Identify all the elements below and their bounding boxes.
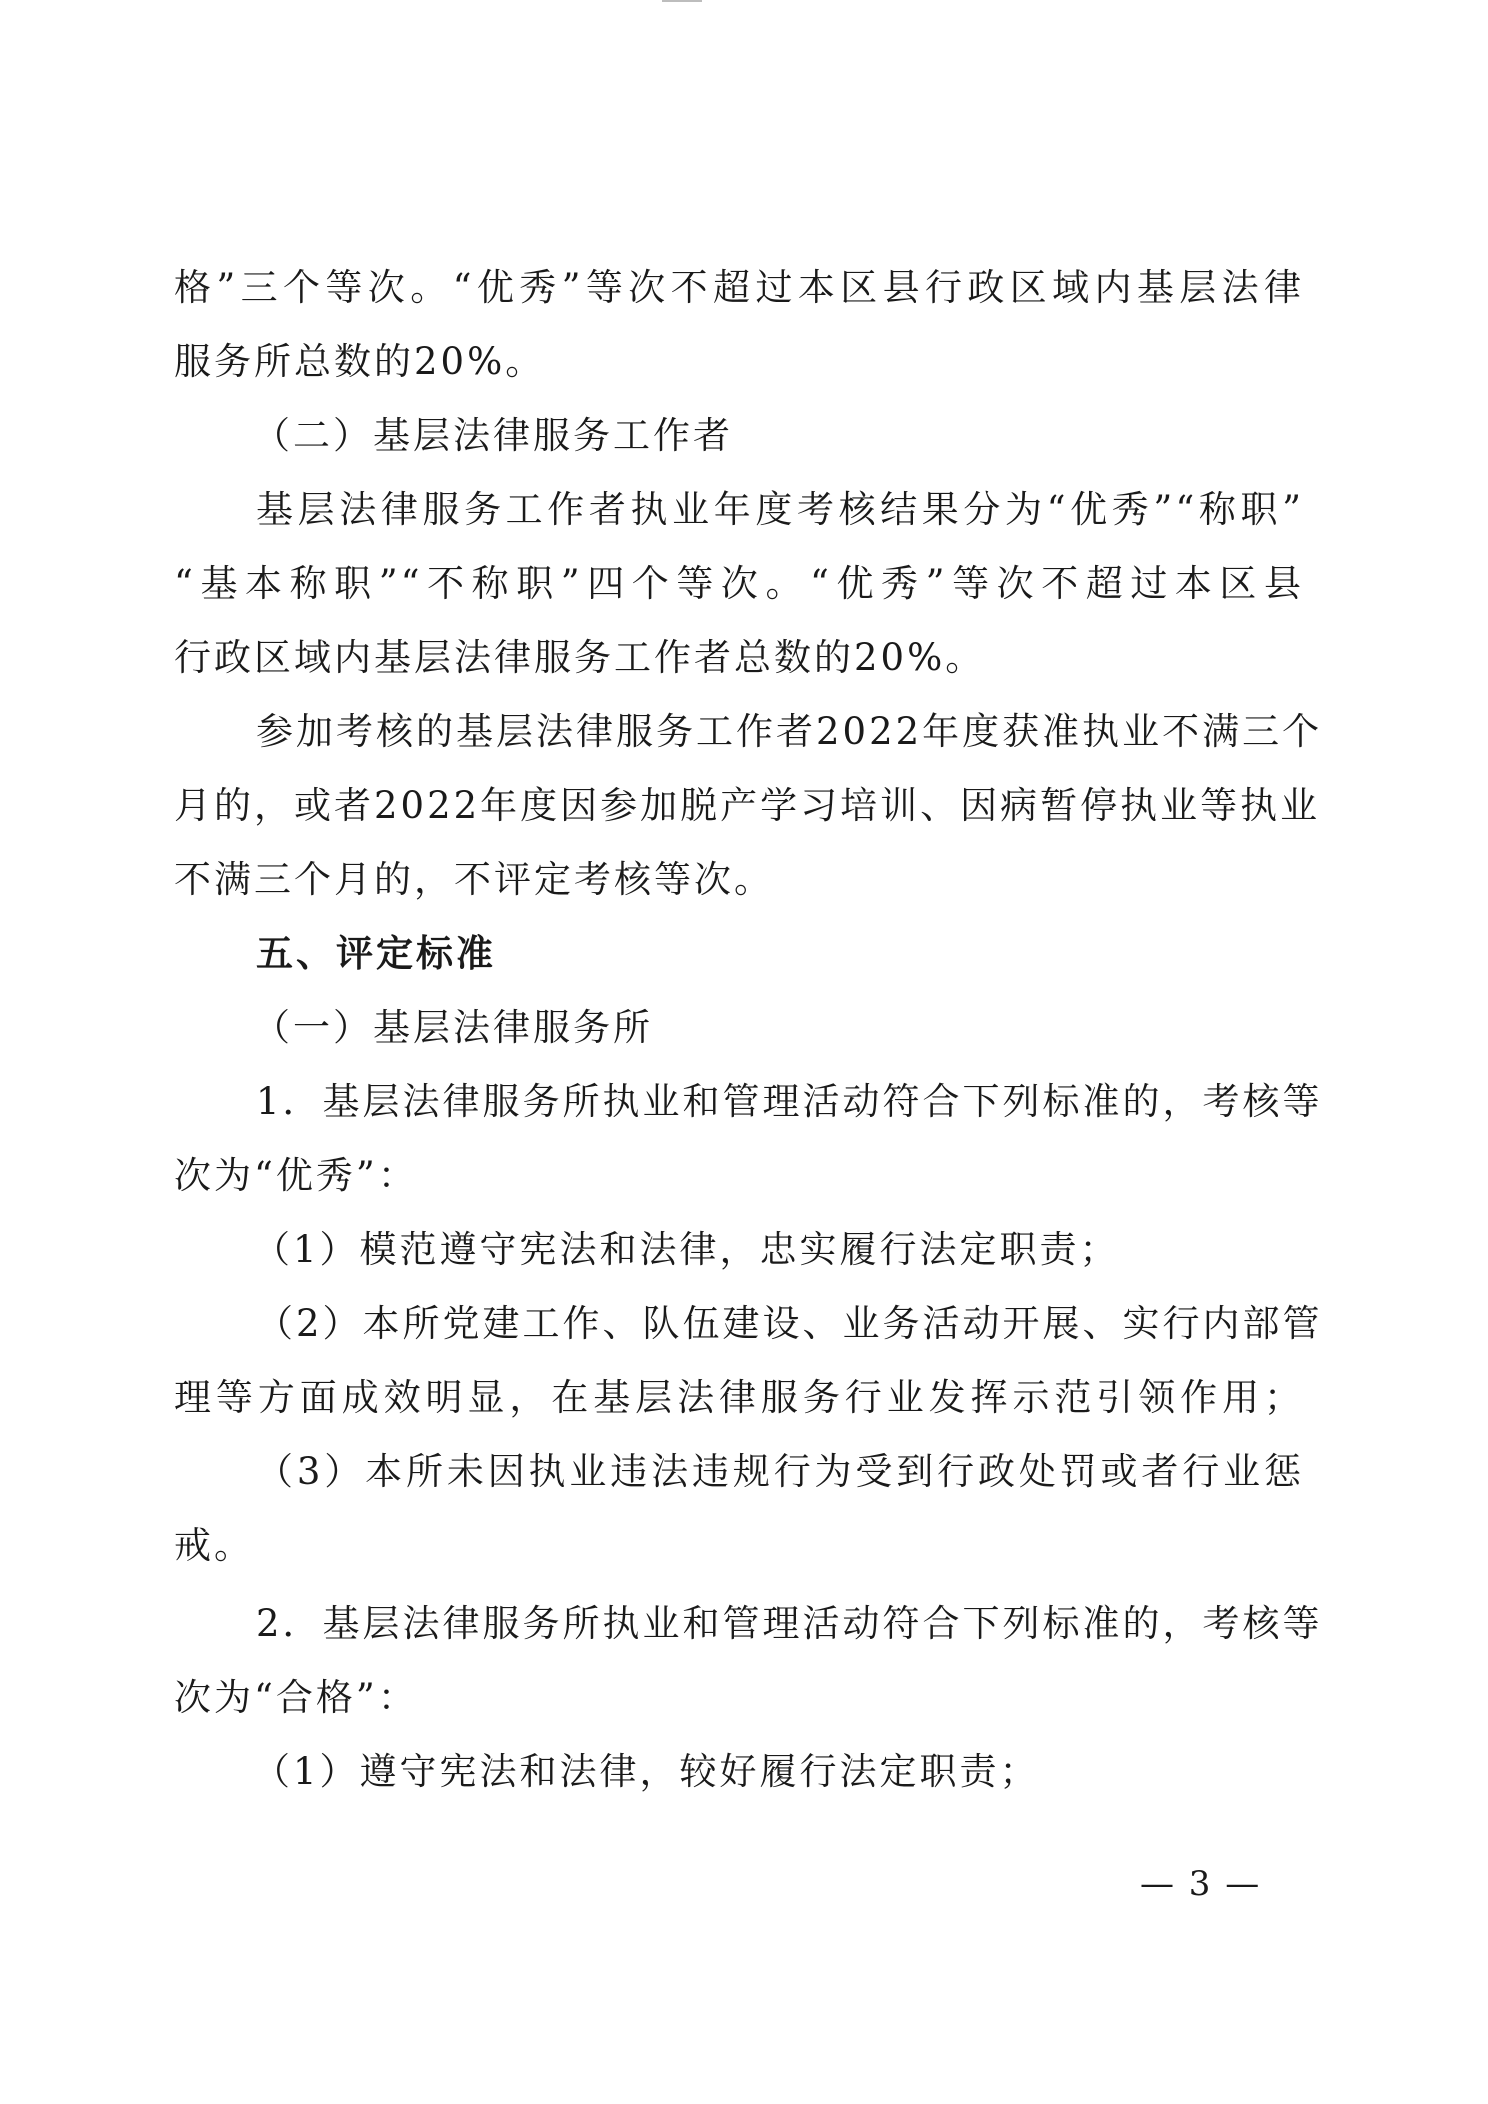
body-line: 服务所总数的20%。 [174,340,546,383]
list-item: （1）遵守宪法和法律，较好履行法定职责； [253,1750,1040,1793]
body-line: 格”三个等次。“优秀”等次不超过本区县行政区域内基层法律 [174,266,1304,309]
scan-mark [662,0,702,2]
list-item: （2）本所党建工作、队伍建设、业务活动开展、实行内部管 [256,1302,1323,1345]
page-number: — 3 — [1140,1864,1262,1904]
body-line: “基本称职”“不称职”四个等次。“优秀”等次不超过本区县 [174,562,1304,605]
list-item: （3）本所未因执业违法违规行为受到行政处罚或者行业惩 [256,1450,1304,1493]
body-line: 戒。 [174,1524,254,1567]
body-line: 次为“优秀”： [174,1154,418,1197]
body-line: 不满三个月的，不评定考核等次。 [174,858,774,901]
list-item: （1）模范遵守宪法和法律，忠实履行法定职责； [253,1228,1120,1271]
subsection-heading: （一）基层法律服务所 [253,1006,653,1049]
subsection-heading: （二）基层法律服务工作者 [253,414,733,457]
body-line: 1．基层法律服务所执业和管理活动符合下列标准的，考核等 [256,1080,1323,1123]
section-heading: 五、评定标准 [256,932,496,975]
body-line: 基层法律服务工作者执业年度考核结果分为“优秀”“称职” [256,488,1304,531]
body-line: 2．基层法律服务所执业和管理活动符合下列标准的，考核等 [256,1602,1323,1645]
body-line: 理等方面成效明显，在基层法律服务行业发挥示范引领作用； [174,1376,1304,1419]
body-line: 参加考核的基层法律服务工作者2022年度获准执业不满三个 [256,710,1323,753]
body-line: 次为“合格”： [174,1676,418,1719]
body-line: 行政区域内基层法律服务工作者总数的20%。 [174,636,986,679]
body-line: 月的，或者2022年度因参加脱产学习培训、因病暂停执业等执业 [174,784,1321,827]
